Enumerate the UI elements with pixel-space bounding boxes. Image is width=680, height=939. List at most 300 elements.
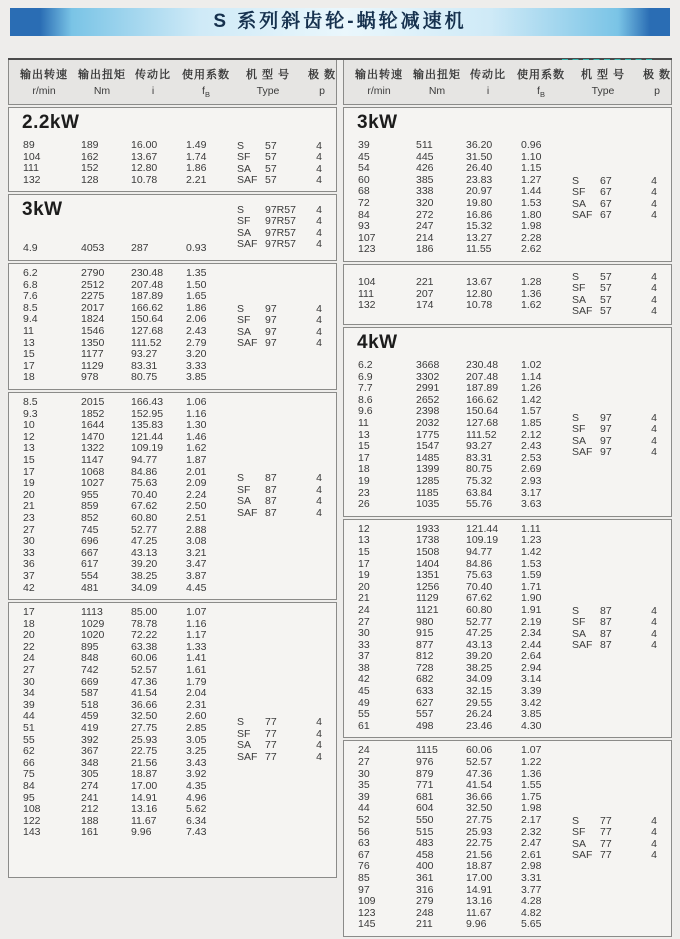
- ratio-cell: 166.43: [131, 396, 164, 408]
- model-name: SF: [572, 616, 586, 629]
- header-unit: p: [319, 85, 325, 97]
- output-speed-cell: 17: [23, 465, 35, 478]
- service-factor-cell: 7.43: [186, 826, 207, 839]
- model-list: [237, 603, 334, 877]
- output-speed-cell: 6.8: [23, 278, 38, 291]
- title-bar: [10, 8, 670, 36]
- model-poles: 4: [651, 826, 657, 839]
- output-torque-cell: 1351: [416, 569, 440, 582]
- ratio-cell: 19.80: [466, 197, 493, 210]
- spec-block: [8, 602, 337, 878]
- ratio-cell: 12.80: [131, 162, 158, 175]
- ratio-cell: 60.80: [466, 603, 493, 616]
- output-speed-cell: 107: [358, 231, 376, 244]
- service-factor-cell: 3.05: [186, 733, 207, 746]
- model-size: 57: [600, 282, 612, 295]
- model-poles: 4: [316, 174, 322, 187]
- ratio-cell: 47.36: [131, 675, 158, 688]
- output-torque-cell: 1027: [81, 477, 105, 490]
- output-torque-cell: 2015: [81, 396, 105, 408]
- service-factor-cell: 3.33: [186, 359, 207, 372]
- output-speed-cell: 34: [23, 687, 35, 700]
- service-factor-cell: 1.53: [521, 197, 542, 210]
- ratio-cell: 109.19: [466, 534, 499, 547]
- model-row: [237, 496, 334, 508]
- output-torque-cell: 1644: [81, 419, 105, 432]
- output-speed-cell: 12: [23, 430, 35, 443]
- output-speed-cell: 9.6: [358, 405, 373, 418]
- header-unit: r/min: [367, 85, 391, 97]
- service-factor-cell: 2.60: [186, 710, 207, 723]
- service-factor-cell: 0.93: [186, 242, 207, 255]
- output-torque-cell: 458: [416, 848, 434, 861]
- model-name: SAF: [237, 750, 258, 763]
- output-torque-cell: 248: [416, 906, 434, 919]
- ratio-cell: 55.76: [466, 498, 493, 511]
- model-name: SAF: [572, 305, 593, 318]
- ratio-cell: 93.27: [131, 348, 158, 361]
- ratio-cell: 60.80: [131, 511, 158, 524]
- output-torque-cell: 2790: [81, 267, 105, 280]
- ratio-cell: 63.84: [466, 486, 493, 499]
- service-factor-cell: 1.74: [186, 150, 207, 163]
- header-label: 极 数: [642, 69, 672, 81]
- output-torque-cell: 392: [81, 733, 99, 746]
- output-speed-cell: 17: [358, 451, 370, 464]
- ratio-cell: 111.52: [131, 336, 162, 349]
- service-factor-cell: 2.79: [186, 336, 207, 349]
- ratio-cell: 47.25: [466, 627, 493, 640]
- output-torque-cell: 320: [416, 197, 434, 210]
- output-speed-cell: 23: [358, 486, 370, 499]
- output-speed-cell: 84: [358, 208, 370, 221]
- output-speed-cell: 30: [358, 627, 370, 640]
- header-unit: Type: [256, 85, 280, 97]
- output-torque-cell: 1824: [81, 313, 105, 326]
- output-torque-cell: 980: [416, 615, 434, 628]
- output-torque-cell: 274: [81, 780, 99, 792]
- service-factor-cell: 2.01: [186, 465, 207, 478]
- service-factor-cell: 3.85: [521, 708, 542, 721]
- header-unit: Nm: [428, 85, 446, 97]
- output-speed-cell: 9.4: [23, 313, 38, 326]
- model-name: SA: [237, 495, 252, 508]
- header-unit: r/min: [32, 85, 56, 97]
- output-speed-cell: 27: [23, 523, 35, 536]
- table-header: [8, 60, 337, 105]
- model-size: 97: [600, 411, 612, 424]
- output-speed-cell: 35: [358, 779, 370, 792]
- output-speed-cell: 36: [23, 558, 35, 571]
- model-size: 97R57: [265, 238, 296, 251]
- output-torque-cell: 617: [81, 558, 99, 571]
- service-factor-cell: 3.87: [186, 569, 207, 582]
- ratio-cell: 27.75: [131, 722, 158, 735]
- model-poles: 4: [316, 483, 322, 496]
- service-factor-cell: 3.63: [521, 498, 542, 511]
- output-torque-cell: 1775: [416, 428, 440, 441]
- output-speed-cell: 66: [23, 756, 35, 769]
- ratio-cell: 38.25: [131, 569, 158, 582]
- header-label: 使用系数: [182, 69, 230, 81]
- output-torque-cell: 978: [81, 371, 99, 384]
- output-speed-cell: 122: [23, 814, 41, 827]
- service-factor-cell: 5.62: [186, 803, 207, 816]
- header-unit-subscript: B: [204, 90, 210, 100]
- block-body: [344, 741, 671, 936]
- output-torque-cell: 1256: [416, 580, 440, 593]
- block-body: [344, 265, 671, 324]
- output-torque-cell: 550: [416, 814, 434, 826]
- model-row: [572, 827, 669, 839]
- spec-block: [343, 327, 672, 517]
- output-torque-cell: 338: [416, 185, 434, 198]
- output-torque-cell: 667: [81, 546, 99, 559]
- output-torque-cell: 1177: [81, 348, 104, 361]
- output-speed-cell: 11: [358, 417, 369, 429]
- ratio-cell: 11.55: [466, 243, 492, 256]
- service-factor-cell: 1.53: [521, 557, 542, 570]
- service-factor-cell: 1.35: [186, 267, 207, 280]
- model-name: SAF: [237, 337, 258, 350]
- ratio-cell: 230.48: [466, 359, 499, 372]
- model-size: 97: [265, 325, 277, 338]
- output-speed-cell: 22: [23, 640, 35, 653]
- output-torque-cell: 1121: [416, 603, 439, 616]
- model-name: SF: [237, 314, 251, 327]
- model-size: 57: [600, 270, 612, 283]
- output-torque-cell: 279: [416, 895, 434, 908]
- model-size: 97: [265, 337, 277, 350]
- block-body: [344, 520, 671, 738]
- service-factor-cell: 1.44: [521, 185, 542, 198]
- output-torque-cell: 2275: [81, 290, 105, 303]
- model-poles: 4: [651, 174, 657, 187]
- service-factor-cell: 1.61: [186, 664, 207, 677]
- ratio-cell: 94.77: [466, 545, 493, 558]
- output-speed-cell: 19: [358, 474, 370, 487]
- model-row: [572, 617, 669, 629]
- output-speed-cell: 39: [358, 790, 370, 803]
- output-speed-cell: 54: [358, 162, 370, 175]
- ratio-cell: 84.86: [131, 465, 158, 478]
- output-torque-cell: 2652: [416, 393, 440, 406]
- output-speed-cell: 18: [23, 617, 35, 630]
- output-speed-cell: 72: [358, 197, 370, 210]
- header-label: 输出转速: [20, 69, 68, 81]
- service-factor-cell: 3.25: [186, 745, 207, 758]
- ratio-cell: 121.44: [466, 522, 499, 535]
- model-row: [237, 740, 334, 752]
- model-poles: 4: [651, 293, 657, 306]
- model-name: SAF: [572, 849, 593, 862]
- model-row: [237, 508, 334, 520]
- model-size: 97R57: [265, 226, 296, 239]
- service-factor-cell: 2.93: [521, 474, 542, 487]
- output-torque-cell: 4053: [81, 242, 105, 255]
- model-poles: 4: [651, 837, 657, 850]
- output-torque-cell: 1068: [81, 465, 105, 478]
- output-speed-cell: 20: [358, 580, 370, 593]
- ratio-cell: 109.19: [131, 442, 164, 455]
- output-torque-cell: 361: [416, 871, 434, 884]
- ratio-cell: 187.89: [466, 382, 499, 395]
- model-size: 77: [600, 849, 612, 862]
- output-speed-cell: 44: [358, 802, 370, 815]
- output-speed-cell: 42: [358, 673, 370, 686]
- model-poles: 4: [651, 639, 657, 652]
- ratio-cell: 150.64: [466, 405, 499, 418]
- output-speed-cell: 18: [358, 463, 370, 476]
- service-factor-cell: 4.96: [186, 791, 207, 804]
- model-row: [572, 306, 669, 318]
- output-speed-cell: 6.9: [358, 370, 373, 383]
- ratio-cell: 83.31: [466, 451, 493, 464]
- output-torque-cell: 316: [416, 883, 434, 896]
- output-speed-cell: 123: [358, 243, 376, 256]
- model-size: 77: [600, 814, 612, 827]
- output-torque-cell: 348: [81, 756, 99, 769]
- model-name: S: [237, 302, 245, 315]
- model-poles: 4: [651, 616, 657, 629]
- model-size: 77: [265, 750, 277, 763]
- service-factor-cell: 1.06: [186, 396, 207, 408]
- service-factor-cell: 1.59: [521, 569, 542, 582]
- output-speed-cell: 76: [358, 860, 370, 873]
- output-speed-cell: 17: [23, 359, 35, 372]
- header-label: 传动比: [470, 69, 506, 81]
- output-speed-cell: 10: [23, 419, 35, 432]
- spec-block: [8, 107, 337, 192]
- service-factor-cell: 1.50: [186, 278, 207, 291]
- output-speed-cell: 13: [23, 442, 35, 455]
- ratio-cell: 75.32: [466, 474, 493, 487]
- model-poles: 4: [316, 506, 322, 519]
- output-speed-cell: 11: [23, 325, 34, 338]
- ratio-cell: 94.77: [131, 453, 158, 466]
- output-speed-cell: 95: [23, 791, 35, 804]
- model-name: SA: [572, 293, 587, 306]
- header-unit: Type: [591, 85, 615, 97]
- ratio-cell: 23.46: [466, 719, 493, 732]
- output-torque-cell: 445: [416, 150, 434, 163]
- output-speed-cell: 67: [358, 848, 370, 861]
- output-torque-cell: 518: [81, 698, 99, 711]
- ratio-cell: 187.89: [131, 290, 164, 303]
- output-speed-cell: 89: [23, 139, 35, 152]
- model-name: S: [237, 716, 245, 729]
- ratio-cell: 20.97: [466, 185, 493, 198]
- output-torque-cell: 515: [416, 825, 434, 838]
- service-factor-cell: 1.26: [521, 382, 542, 395]
- service-factor-cell: 1.36: [521, 767, 542, 780]
- model-poles: 4: [651, 209, 657, 222]
- output-speed-cell: 21: [358, 592, 370, 605]
- ratio-cell: 52.57: [466, 756, 493, 769]
- service-factor-cell: 3.39: [521, 685, 542, 698]
- ratio-cell: 127.68: [466, 417, 499, 429]
- model-size: 57: [265, 162, 277, 175]
- output-speed-cell: 23: [23, 511, 35, 524]
- ratio-cell: 9.96: [131, 826, 152, 839]
- ratio-cell: 41.54: [131, 687, 158, 700]
- ratio-cell: 52.77: [131, 523, 158, 536]
- output-speed-cell: 13: [23, 336, 35, 349]
- output-torque-cell: 128: [81, 173, 99, 186]
- output-torque-cell: 174: [416, 299, 434, 312]
- output-speed-cell: 7.7: [358, 382, 373, 395]
- service-factor-cell: 2.61: [521, 848, 542, 861]
- model-list: [572, 741, 669, 936]
- ratio-cell: 15.32: [466, 220, 493, 233]
- service-factor-cell: 1.22: [521, 756, 542, 769]
- model-row: [237, 473, 334, 485]
- service-factor-cell: 2.53: [521, 451, 542, 464]
- ratio-cell: 38.25: [466, 661, 493, 674]
- model-poles: 4: [651, 423, 657, 436]
- output-speed-cell: 20: [23, 629, 35, 642]
- ratio-cell: 72.22: [131, 629, 158, 642]
- model-poles: 4: [651, 446, 657, 459]
- service-factor-cell: 2.32: [521, 825, 542, 838]
- output-torque-cell: 3302: [416, 370, 440, 383]
- ratio-cell: 36.66: [131, 698, 158, 711]
- output-torque-cell: 852: [81, 511, 99, 524]
- output-speed-cell: 9.3: [23, 407, 38, 420]
- power-heading: 4kW: [357, 332, 398, 354]
- output-torque-cell: 305: [81, 768, 99, 781]
- service-factor-cell: 1.65: [186, 290, 207, 303]
- output-speed-cell: 39: [23, 698, 35, 711]
- block-body: [9, 393, 336, 599]
- output-speed-cell: 27: [23, 664, 35, 677]
- ratio-cell: 22.75: [131, 745, 158, 758]
- output-torque-cell: 633: [416, 685, 434, 698]
- ratio-cell: 39.20: [466, 650, 493, 663]
- output-torque-cell: 1485: [416, 451, 440, 464]
- output-torque-cell: 188: [81, 814, 99, 827]
- ratio-cell: 166.62: [466, 393, 499, 406]
- output-speed-cell: 84: [23, 780, 35, 792]
- ratio-cell: 14.91: [131, 791, 158, 804]
- model-name: SA: [237, 325, 252, 338]
- header-row-en: [344, 85, 671, 99]
- output-speed-cell: 6.2: [358, 359, 373, 372]
- output-speed-cell: 111: [23, 162, 39, 175]
- model-poles: 4: [316, 716, 322, 729]
- model-name: S: [572, 411, 580, 424]
- output-torque-cell: 812: [416, 650, 434, 663]
- output-speed-cell: 132: [23, 173, 41, 186]
- output-torque-cell: 879: [416, 767, 434, 780]
- header-label: 输出扭矩: [413, 69, 461, 81]
- model-name: SAF: [237, 238, 258, 251]
- output-torque-cell: 1404: [416, 557, 440, 570]
- model-poles: 4: [316, 139, 322, 152]
- ratio-cell: 21.56: [466, 848, 493, 861]
- output-speed-cell: 15: [358, 440, 370, 453]
- output-torque-cell: 742: [81, 664, 99, 677]
- output-speed-cell: 55: [23, 733, 35, 746]
- model-name: SF: [237, 727, 251, 740]
- output-torque-cell: 367: [81, 745, 99, 758]
- ratio-cell: 22.75: [466, 837, 493, 850]
- service-factor-cell: 3.20: [186, 348, 207, 361]
- output-speed-cell: 8.5: [23, 301, 38, 314]
- output-speed-cell: 13: [358, 428, 370, 441]
- service-factor-cell: 1.57: [521, 405, 542, 418]
- service-factor-cell: 2.24: [186, 488, 207, 501]
- output-torque-cell: 221: [416, 276, 434, 289]
- model-size: 87: [600, 616, 612, 629]
- ratio-cell: 43.13: [466, 638, 493, 651]
- model-name: SA: [572, 434, 587, 447]
- output-speed-cell: 45: [358, 150, 370, 163]
- output-speed-cell: 24: [358, 744, 370, 757]
- service-factor-cell: 1.02: [521, 359, 542, 372]
- model-poles: 4: [651, 411, 657, 424]
- output-torque-cell: 211: [416, 918, 433, 931]
- model-name: SA: [237, 739, 252, 752]
- output-torque-cell: 976: [416, 756, 434, 769]
- output-torque-cell: 511: [416, 139, 433, 152]
- output-speed-cell: 20: [23, 488, 35, 501]
- ratio-cell: 25.93: [466, 825, 493, 838]
- block-body: [344, 136, 671, 261]
- model-name: SF: [237, 215, 251, 228]
- output-speed-cell: 30: [23, 535, 35, 548]
- service-factor-cell: 3.85: [186, 371, 207, 384]
- ratio-cell: 32.15: [466, 685, 493, 698]
- output-torque-cell: 859: [81, 500, 99, 513]
- output-speed-cell: 52: [358, 814, 370, 826]
- output-speed-cell: 45: [358, 685, 370, 698]
- service-factor-cell: 1.16: [186, 407, 207, 420]
- ratio-cell: 63.38: [131, 640, 158, 653]
- model-name: SF: [237, 483, 251, 496]
- ratio-cell: 29.55: [466, 696, 493, 709]
- output-torque-cell: 877: [416, 638, 434, 651]
- ratio-cell: 32.50: [131, 710, 158, 723]
- ratio-cell: 32.50: [466, 802, 493, 815]
- model-list: [572, 136, 669, 261]
- service-factor-cell: 3.14: [521, 673, 542, 686]
- service-factor-cell: 1.87: [186, 453, 207, 466]
- spec-block: [343, 264, 672, 325]
- output-speed-cell: 17: [358, 557, 370, 570]
- service-factor-cell: 4.30: [521, 719, 542, 732]
- service-factor-cell: 1.15: [521, 162, 542, 175]
- model-size: 77: [265, 716, 277, 729]
- model-size: 87: [600, 627, 612, 640]
- service-factor-cell: 1.49: [186, 139, 207, 152]
- model-size: 97: [265, 314, 277, 327]
- output-speed-cell: 8.5: [23, 396, 38, 408]
- model-poles: 4: [316, 314, 322, 327]
- output-torque-cell: 1285: [416, 474, 440, 487]
- service-factor-cell: 2.28: [521, 231, 542, 244]
- header-label: 使用系数: [517, 69, 565, 81]
- model-poles: 4: [316, 495, 322, 508]
- model-list: [237, 393, 334, 599]
- output-torque-cell: 1508: [416, 545, 440, 558]
- output-torque-cell: 2032: [416, 417, 440, 429]
- service-factor-cell: 4.82: [521, 906, 542, 919]
- model-size: 97: [600, 423, 612, 436]
- model-name: SA: [572, 197, 587, 210]
- output-torque-cell: 1035: [416, 498, 440, 511]
- header-label: 传动比: [135, 69, 171, 81]
